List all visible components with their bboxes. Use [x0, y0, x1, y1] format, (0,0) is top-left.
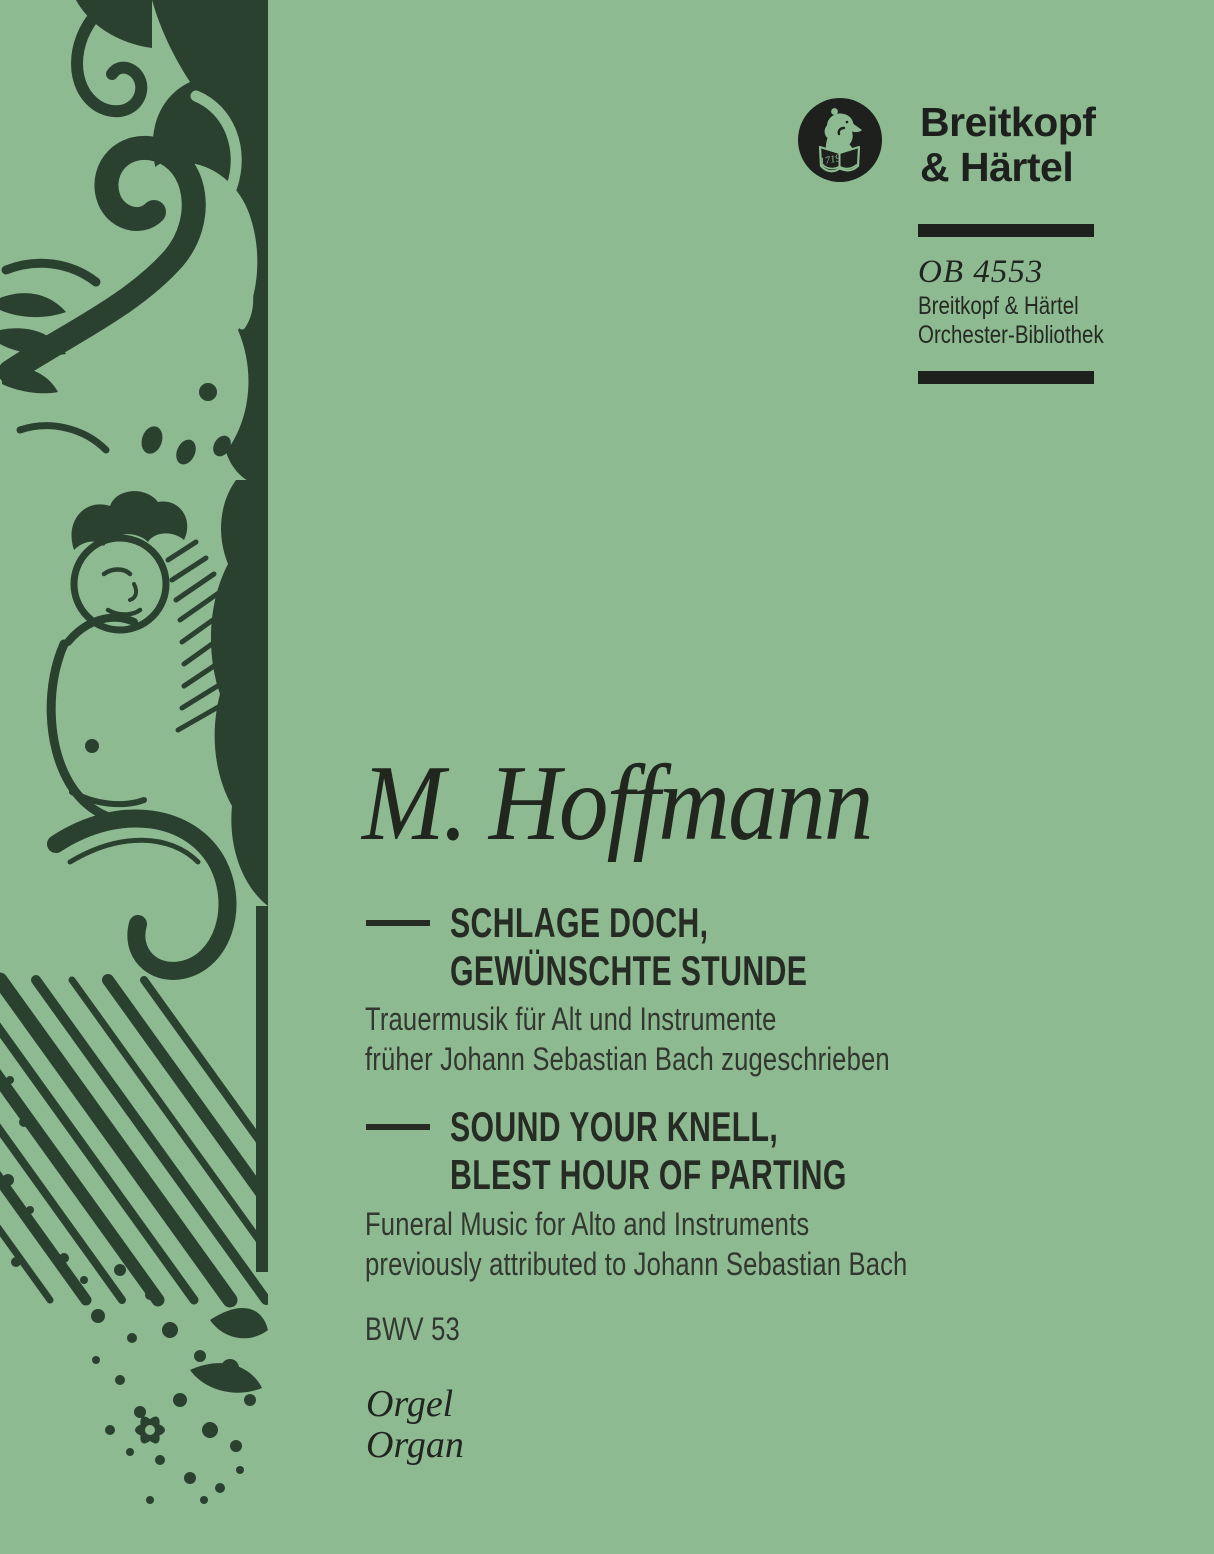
work-subtitle-german-line2: früher Johann Sebastian Bach zugeschrieben [365, 1041, 890, 1077]
work-title-german-line1: SCHLAGE DOCH, [450, 899, 709, 946]
title-dash-english [366, 1124, 430, 1130]
work-title-german [450, 899, 807, 995]
logo-year: 1719 [818, 152, 842, 169]
baroque-ornament-band [0, 0, 268, 1554]
work-title-german-line2: GEWÜNSCHTE STUNDE [450, 947, 808, 994]
publisher-wordmark-line2: & Härtel [920, 144, 1074, 190]
catalog-number: OB 4553 [918, 254, 1044, 290]
publisher-wordmark-line1: Breitkopf [920, 99, 1096, 145]
work-subtitle-english-line2: previously attributed to Johann Sebastian Bach [365, 1246, 908, 1282]
series-block [918, 292, 1104, 349]
series-line2: Orchester-Bibliothek [918, 320, 1104, 349]
publisher-logo-bear-icon [798, 98, 882, 182]
work-subtitle-english [365, 1204, 907, 1284]
bwv-number: BWV 53 [365, 1311, 460, 1347]
divider-bar-bottom [918, 371, 1094, 384]
divider-bar-top [918, 224, 1094, 237]
work-title-english [450, 1103, 847, 1199]
part-labels [366, 1384, 464, 1466]
work-subtitle-english-line1: Funeral Music for Alto and Instruments [365, 1206, 810, 1242]
work-subtitle-german-line1: Trauermusik für Alt und Instrumente [365, 1001, 777, 1037]
composer-name: M. Hoffmann [362, 744, 872, 863]
series-line1: Breitkopf & Härtel [918, 292, 1079, 320]
title-dash-german [366, 920, 430, 926]
work-title-english-line2: BLEST HOUR OF PARTING [450, 1151, 847, 1198]
work-title-english-line1: SOUND YOUR KNELL, [450, 1103, 779, 1150]
part-label-german: Orgel [366, 1383, 454, 1425]
publisher-wordmark [920, 100, 1095, 190]
work-subtitle-german [365, 999, 890, 1079]
part-label-english: Organ [366, 1424, 464, 1466]
